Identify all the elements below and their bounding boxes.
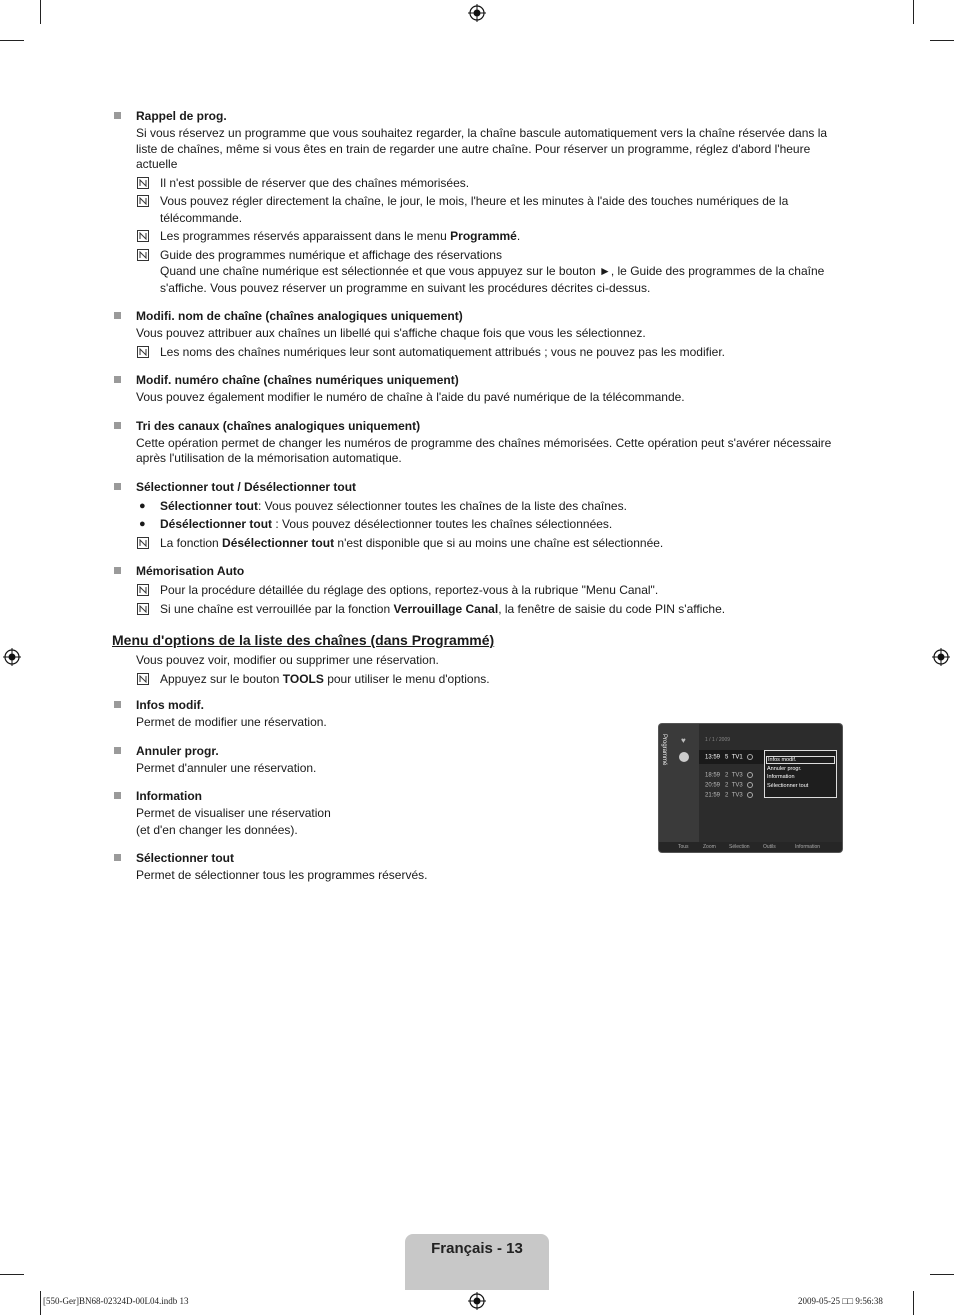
- note: [136, 247, 842, 297]
- tv-footer-item: Information: [795, 844, 821, 850]
- note-text: Vous pouvez régler directement la chaîne, le jour, le mois, l'heure et les minutes à l'aide des touches numériques de la télécommande.: [160, 194, 789, 225]
- note-icon: [137, 230, 149, 242]
- registration-mark-icon: [468, 1292, 486, 1310]
- registration-mark-icon: [3, 648, 21, 666]
- note-icon: [137, 603, 149, 615]
- bullet-dot-icon: ●: [139, 518, 146, 530]
- tv-footer-item: Sélection: [729, 844, 750, 850]
- tv-menu-item[interactable]: Information: [767, 774, 795, 780]
- tv-row: [705, 772, 753, 779]
- crop-mark: [913, 1291, 914, 1315]
- section-tri-canaux: [112, 418, 842, 467]
- square-bullet-icon: [114, 701, 121, 708]
- registration-mark-icon: [932, 648, 950, 666]
- tv-row-channel: TV3: [731, 782, 743, 789]
- bullet-text: : Vous pouvez désélectionner toutes les chaînes sélectionnées.: [272, 517, 613, 531]
- tv-row-time: 20:59: [705, 782, 721, 789]
- globe-icon: [679, 752, 689, 762]
- square-bullet-icon: [114, 422, 121, 429]
- subsection-intro: [112, 653, 842, 687]
- tv-sidebar-title: Programmé: [661, 734, 667, 766]
- favorite-icon: ♥: [681, 736, 686, 745]
- square-bullet-icon: [114, 747, 121, 754]
- square-bullet-icon: [114, 376, 121, 383]
- section-text: Si vous réservez un programme que vous souhaitez regarder, la chaîne bascule automatiquement vers la chaîne réservée dans la liste de chaînes, même si vous êtes en train de regarder une autre chaîne. Pour réserver un programme, réglez d'abord l'heure actuelle: [136, 126, 828, 171]
- section-text: Cette opération permet de changer les numéros de programme des chaînes mémorisées. Cette opération peut s'avérer nécessaire après l'utilisation de la mémorisation automatique.: [136, 435, 832, 465]
- note-text: Il n'est possible de réserver que des chaînes mémorisées.: [160, 175, 470, 190]
- option-selectionner-tout: [112, 850, 842, 884]
- note-bold: Programmé: [450, 229, 517, 243]
- note-icon: [137, 673, 149, 685]
- tv-row-num: 2: [725, 782, 729, 789]
- note-text: pour utiliser le menu d'options.: [323, 671, 490, 686]
- clock-icon: [747, 782, 753, 788]
- note-text: Pour la procédure détaillée du réglage des options, reportez-vous à la rubrique "Menu Canal".: [160, 583, 659, 597]
- crop-mark: [913, 0, 914, 24]
- page-number: Français - 13: [431, 1240, 523, 1257]
- note: [136, 601, 842, 618]
- option-text: (et d'en changer les données).: [136, 822, 298, 837]
- option-heading: Annuler progr.: [136, 743, 219, 758]
- tv-menu-item[interactable]: Infos modif.: [766, 756, 835, 764]
- crop-mark: [930, 40, 954, 41]
- note-icon: [137, 584, 149, 596]
- tv-row-num: 2: [725, 792, 729, 799]
- section-heading: Modifi. nom de chaîne (chaînes analogiques uniquement): [136, 309, 463, 323]
- tv-row-channel: TV1: [731, 754, 743, 761]
- tv-row-channel: TV3: [731, 792, 743, 799]
- tv-row-channel: TV3: [731, 772, 743, 779]
- note-text: Appuyez sur le bouton: [160, 671, 283, 686]
- option-text: Permet de modifier une réservation.: [136, 715, 327, 729]
- bullet-bold: Sélectionner tout: [160, 498, 259, 513]
- note-text: Quand une chaîne numérique est sélectionnée et que vous appuyez sur le bouton ►, le Guide des programmes de la chaîne s'affiche. Vous pouvez réserver un programme en suivant les procédures décrites ci-dessus.: [160, 264, 825, 295]
- bullet-dot-icon: ●: [139, 499, 146, 512]
- note: [136, 228, 842, 245]
- note-text: Guide des programmes numérique et affichage des réservations: [160, 247, 502, 262]
- square-bullet-icon: [114, 312, 121, 319]
- note-bold: Désélectionner tout: [222, 535, 335, 550]
- section-selectionner: [112, 479, 842, 552]
- tv-row-num: 2: [725, 772, 729, 779]
- section-text: Vous pouvez également modifier le numéro de chaîne à l'aide du pavé numérique de la télécommande.: [136, 390, 685, 404]
- tv-footer-item: Tous: [678, 844, 689, 850]
- clock-icon: [747, 772, 753, 778]
- option-text: Permet de visualiser une réservation: [136, 806, 331, 820]
- square-bullet-icon: [114, 567, 121, 574]
- tv-screenshot: [659, 724, 842, 852]
- tv-row: [705, 754, 753, 761]
- crop-mark: [930, 1274, 954, 1275]
- crop-mark: [40, 1291, 41, 1315]
- bullet-text: : Vous pouvez sélectionner toutes les chaînes de la liste des chaînes.: [258, 498, 627, 513]
- tv-date: 1 / 1 / 2009: [705, 737, 731, 743]
- crop-mark: [0, 40, 24, 41]
- tv-row-time: 18:59: [705, 772, 721, 779]
- note-text: n'est disponible que si au moins une chaîne est sélectionnée.: [334, 535, 664, 550]
- tv-menu-item[interactable]: Annuler progr.: [767, 766, 802, 772]
- note-icon: [137, 249, 149, 261]
- square-bullet-icon: [114, 483, 121, 490]
- bullet-bold: Désélectionner tout: [160, 517, 273, 531]
- note: [136, 671, 842, 688]
- section-heading: Tri des canaux (chaînes analogiques uniquement): [136, 418, 421, 433]
- note-icon: [137, 537, 149, 549]
- section-memorisation: [112, 563, 842, 617]
- note-text: Les programmes réservés apparaissent dans le menu: [160, 229, 451, 243]
- note: [136, 535, 842, 552]
- tv-footer-item: Outils: [763, 844, 776, 850]
- tv-footer: [659, 842, 842, 852]
- option-text: Permet de sélectionner tous les programmes réservés.: [136, 868, 428, 882]
- section-heading: Modif. numéro chaîne (chaînes numériques uniquement): [136, 373, 459, 387]
- note-text: La fonction: [160, 535, 223, 550]
- note-text: , la fenêtre de saisie du code PIN s'affiche.: [498, 601, 726, 616]
- note-text: Les noms des chaînes numériques leur sont automatiquement attribués ; vous ne pouvez pas les modifier.: [160, 344, 725, 359]
- note: [136, 344, 842, 361]
- note: [136, 193, 842, 226]
- note: [136, 582, 842, 599]
- section-text: Vous pouvez attribuer aux chaînes un libellé qui s'affiche chaque fois que vous les sélectionnez.: [136, 326, 646, 340]
- bullet-item: [136, 498, 842, 515]
- section-rappel: [112, 108, 842, 296]
- option-text: Permet d'annuler une réservation.: [136, 760, 317, 775]
- clock-icon: [747, 792, 753, 798]
- clock-icon: [747, 754, 753, 760]
- square-bullet-icon: [114, 792, 121, 799]
- option-heading: Infos modif.: [136, 698, 204, 712]
- section-heading: Rappel de prog.: [136, 109, 227, 123]
- section-modif-numero: [112, 372, 842, 406]
- option-heading: Sélectionner tout: [136, 851, 235, 865]
- note: [136, 175, 842, 192]
- tv-footer-item: Zoom: [703, 844, 716, 850]
- note-bold: Verrouillage Canal: [393, 601, 499, 616]
- tv-row-num: 5: [725, 754, 729, 761]
- square-bullet-icon: [114, 854, 121, 861]
- tv-row: [705, 792, 753, 799]
- crop-mark: [40, 0, 41, 24]
- crop-mark: [0, 1274, 24, 1275]
- note-text: .: [516, 229, 521, 243]
- print-footer-right: 2009-05-25 □□ 9:56:38: [798, 1296, 883, 1306]
- intro-text: Vous pouvez voir, modifier ou supprimer une réservation.: [136, 653, 439, 667]
- registration-mark-icon: [468, 4, 486, 22]
- section-modifi-nom: [112, 308, 842, 360]
- note-icon: [137, 177, 149, 189]
- section-heading: Sélectionner tout / Désélectionner tout: [136, 479, 357, 494]
- square-bullet-icon: [114, 112, 121, 119]
- note-icon: [137, 195, 149, 207]
- note-bold: TOOLS: [282, 671, 324, 686]
- tv-menu-item[interactable]: Sélectionner tout: [767, 783, 809, 789]
- tv-row-time: 21:59: [705, 792, 721, 799]
- section-heading: Mémorisation Auto: [136, 564, 245, 578]
- tv-row: [705, 782, 753, 789]
- note-text: Si une chaîne est verrouillée par la fonction: [160, 601, 394, 616]
- option-heading: Information: [136, 789, 202, 803]
- note-icon: [137, 346, 149, 358]
- tv-row-time: 13:59: [705, 754, 721, 761]
- tv-tools-menu: [764, 750, 837, 798]
- bullet-item: [136, 516, 842, 533]
- print-footer-left: [550-Ger]BN68-02324D-00L04.indb 13: [43, 1296, 189, 1306]
- subsection-title: Menu d'options de la liste des chaînes (dans Programmé): [112, 632, 495, 648]
